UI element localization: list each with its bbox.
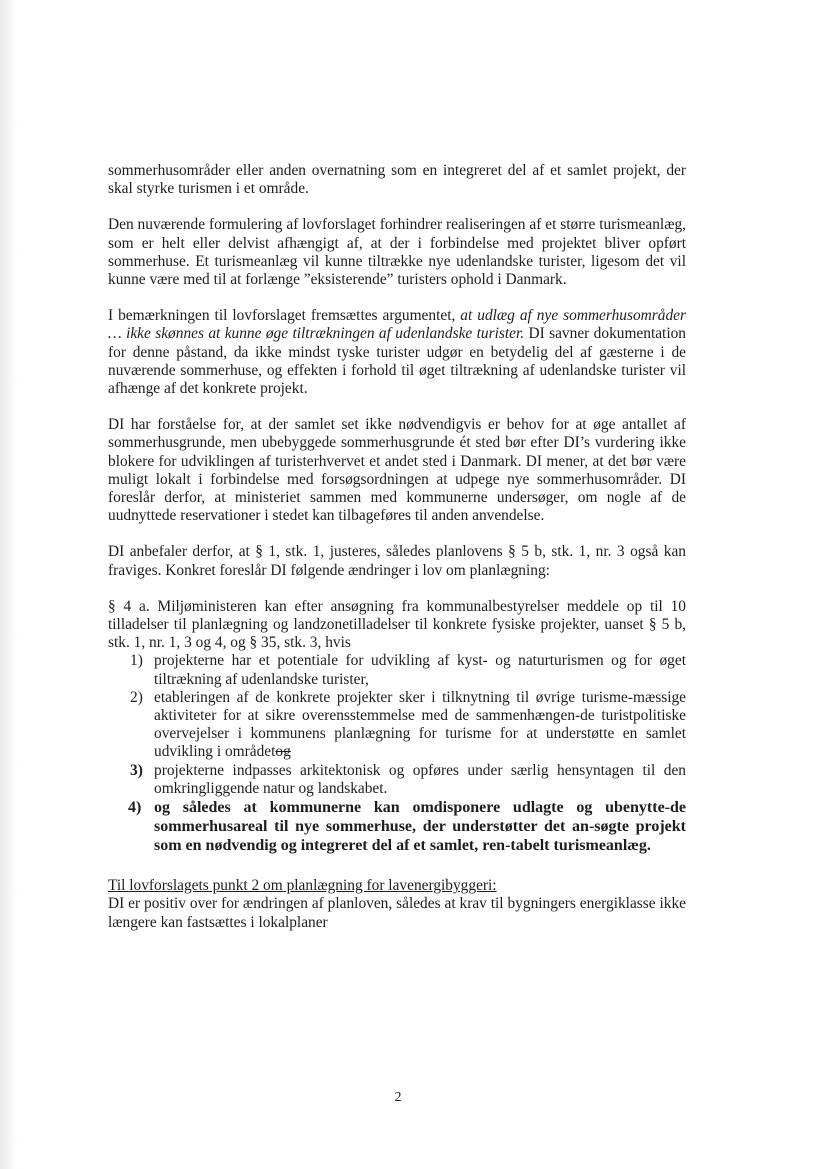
document-page [108,162,686,932]
list-item-number: 4) [128,799,142,817]
paragraph-understanding: DI har forståelse for, at der samlet set ikke nødvendigvis er behov for at øge antallet af sommerhusgrunde, men ubebyggede sommerhusgrunde ét sted bør efter DI’s vurdering ikke blokere for udviklingen af turisterhvervet et andet sted i Danmark. DI mener, at det bør være muligt lokalt i forbindelse med forsøgsordningen at udpege nye sommerhusområder. DI foreslår derfor, at ministeriet sammen med kommunerne undersøger, om nogle af de uudnyttede reservationer i stedet kan tilbageføres til anden anvendelse. [108,416,686,525]
section-heading-text: Til lovforslagets punkt 2 om planlægning for lavenergibyggeri: [108,877,497,895]
paragraph-energy: DI er positiv over for ændringen af planloven, således at krav til bygningers energiklasse ikke længere kan fastsættes i lokalplaner [108,895,686,931]
list-item-text: etableringen af de konkrete projekter sker i tilknytning til øvrige turisme-mæssige aktiviteter for at sikre overensstemmelse med de sammenhængen-de turistpolitiske overvejelser i kommunens planlægning for turisme for at understøtte en samlet udvikling i området [154,688,686,761]
list-item-text: projekterne har et potentiale for udvikling af kyst- og naturturismen og for øget tiltrækning af udenlandske turister, [154,652,686,688]
condition-list [108,652,686,855]
struck-word: og [275,743,291,761]
remarks-quote: at udlæg af nye sommerhusområder … ikke skønnes at kunne øge tiltrækningen af udenlandske turister. [108,307,686,343]
paragraph-recommendation: DI anbefaler derfor, at § 1, stk. 1, justeres, således planlovens § 5 b, stk. 1, nr. 3 også kan fraviges. Konkret foreslår DI følgende ændringer i lov om planlægning: [108,543,686,579]
remarks-intro: I bemærkningen til lovforslaget fremsættes argumentet, [108,307,461,325]
remarks-rest: DI savner dokumentation for denne påstand, da ikke mindst tyske turister udgør en betydelig del af gæsterne i de nuværende sommerhuse, og effekten i forhold til øget tiltrækning af udenlandske turister vil afhænge af det konkrete projekt. [108,325,687,398]
section-heading [108,877,686,895]
list-item-text: projekterne indpasses arkitektonisk og opføres under særlig hensyntagen til den omkringliggende natur og landskabet. [154,761,686,797]
list-item-number: 3) [130,761,143,779]
list-item [108,762,686,798]
page-number: 2 [394,1090,402,1105]
list-item [108,798,686,855]
list-item-text: og således at kommunerne kan omdisponere udlagte og ubenytte-de sommerhusareal til nye sommerhuse, der understøtter det an-søgte projekt som en nødvendig og integreret del af et samlet, ren-tabelt turismeanlæg. [154,799,686,855]
paragraph-remarks [108,307,686,398]
paragraph-section-4a: § 4 a. Miljøministeren kan efter ansøgning fra kommunalbestyrelser meddele op til 10 tilladelser til planlægning og landzonetilladelser til konkrete fysiske projekter, uanset § 5 b, stk. 1, nr. 1, 3 og 4, og § 35, stk. 3, hvis [108,597,686,652]
list-item-number: 2) [130,688,143,706]
paragraph-current-wording: Den nuværende formulering af lovforslaget forhindrer realiseringen af et større turismeanlæg, som er helt eller delvist afhængigt af, at der i forbindelse med projektet bliver opført sommerhuse. Et turismeanlæg vil kunne tiltrække nye udenlandske turister, ligesom det vil kunne være med til at forlænge ”eksisterende” turisters ophold i Danmark. [108,216,686,289]
list-item [108,689,686,762]
list-item [108,652,686,688]
list-item-number: 1) [130,652,143,670]
paragraph-continuation: sommerhusområder eller anden overnatning som en integreret del af et samlet projekt, der skal styrke turismen i et område. [108,162,686,198]
scan-edge [0,0,18,1169]
